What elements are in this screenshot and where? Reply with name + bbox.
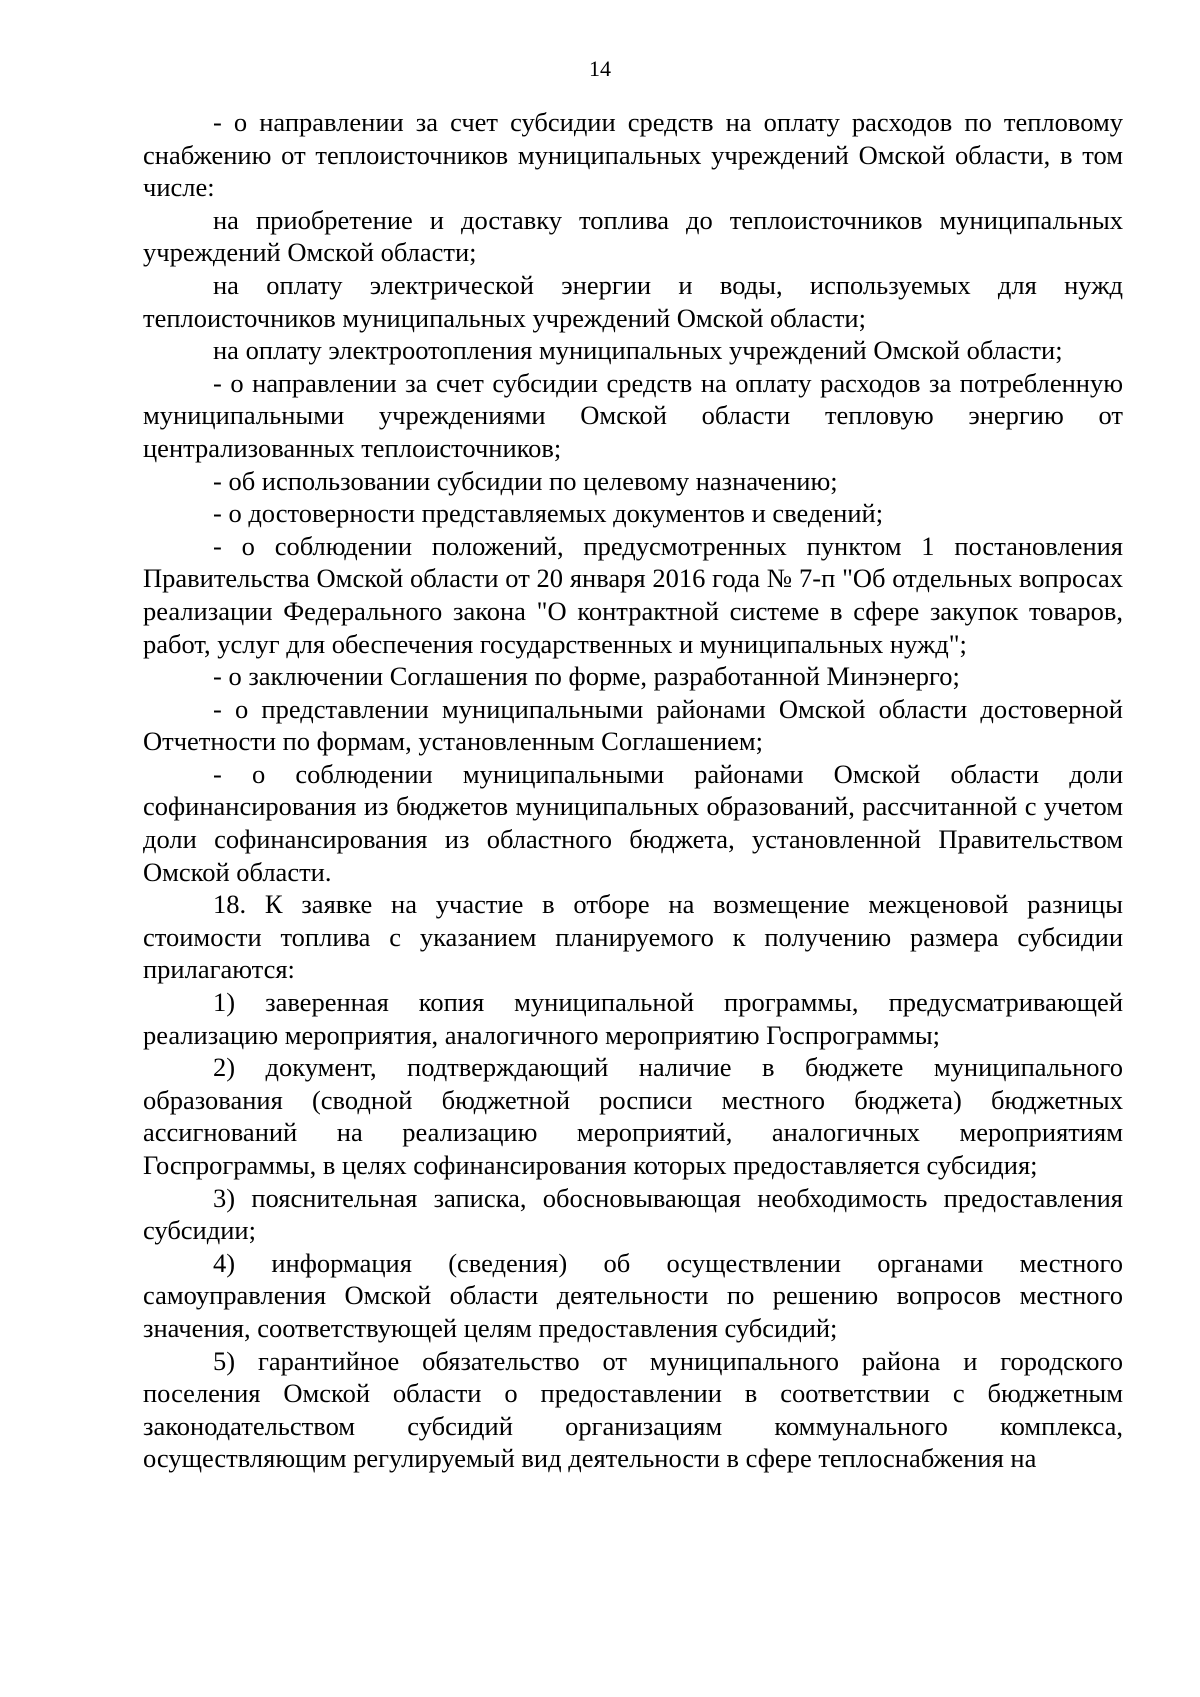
paragraph: - об использовании субсидии по целевому назначению; <box>213 465 838 496</box>
paragraph: - о достоверности представляемых документов и сведений; <box>213 498 884 529</box>
paragraph: - о направлении за счет субсидии средств на оплату расходов по тепловому снабжению от теплоисточников муниципальных учреждений Омской области, в том числе: <box>143 107 1123 203</box>
paragraph: 1) заверенная копия муниципальной программы, предусматривающей реализацию мероприятия, аналогичного мероприятию Госпрограммы; <box>143 987 1123 1050</box>
paragraph: - о направлении за счет субсидии средств на оплату расходов за потребленную муниципальными учреждениями Омской области тепловую энергию от централизованных теплоисточников; <box>143 367 1123 463</box>
paragraph: на оплату электрической энергии и воды, используемых для нужд теплоисточников муниципальных учреждений Омской области; <box>143 269 1123 333</box>
paragraph: 5) гарантийное обязательство от муниципального района и городского поселения Омской области о предоставлении в соответствии с бюджетным законодательством субсидий организациям коммунального комплекса, осуществляющим регулируемый вид деятельности в сфере теплоснабжения на <box>143 1345 1123 1474</box>
paragraph: на приобретение и доставку топлива до теплоисточников муниципальных учреждений Омской области; <box>143 204 1123 268</box>
document-body <box>143 106 1123 1475</box>
paragraph: - о заключении Соглашения по форме, разработанной Минэнерго; <box>213 661 960 692</box>
paragraph: 2) документ, подтверждающий наличие в бюджете муниципального образования (сводной бюджетной росписи местного бюджета) бюджетных ассигнований на реализацию мероприятий, аналогичных мероприятиям Госпрограммы, в целях софинансирования которых предоставляется субсидия; <box>143 1052 1123 1180</box>
paragraph: - о представлении муниципальными районами Омской области достоверной Отчетности по формам, установленным Соглашением; <box>143 693 1123 757</box>
page-number: 14 <box>589 56 611 81</box>
paragraph: - о соблюдении муниципальными районами Омской области доли софинансирования из бюджетов муниципальных образований, рассчитанной с учетом доли софинансирования из областного бюджета, установленной Правительством Омской области. <box>143 758 1123 887</box>
paragraph: 18. К заявке на участие в отборе на возмещение межценовой разницы стоимости топлива с указанием планируемого к получению размера субсидии прилагаются: <box>143 889 1123 985</box>
paragraph: - о соблюдении положений, предусмотренных пунктом 1 постановления Правительства Омской области от 20 января 2016 года № 7-п "Об отдельных вопросах реализации Федерального закона "О контрактной системе в сфере закупок товаров, работ, услуг для обеспечения государственных и муниципальных нужд"; <box>143 530 1123 659</box>
paragraph: на оплату электроотопления муниципальных учреждений Омской области; <box>213 335 1063 366</box>
paragraph: 3) пояснительная записка, обосновывающая необходимость предоставления субсидии; <box>143 1182 1123 1246</box>
paragraph: 4) информация (сведения) об осуществлении органами местного самоуправления Омской области деятельности по решению вопросов местного значения, соответствующей целям предоставления субсидий; <box>143 1247 1123 1343</box>
